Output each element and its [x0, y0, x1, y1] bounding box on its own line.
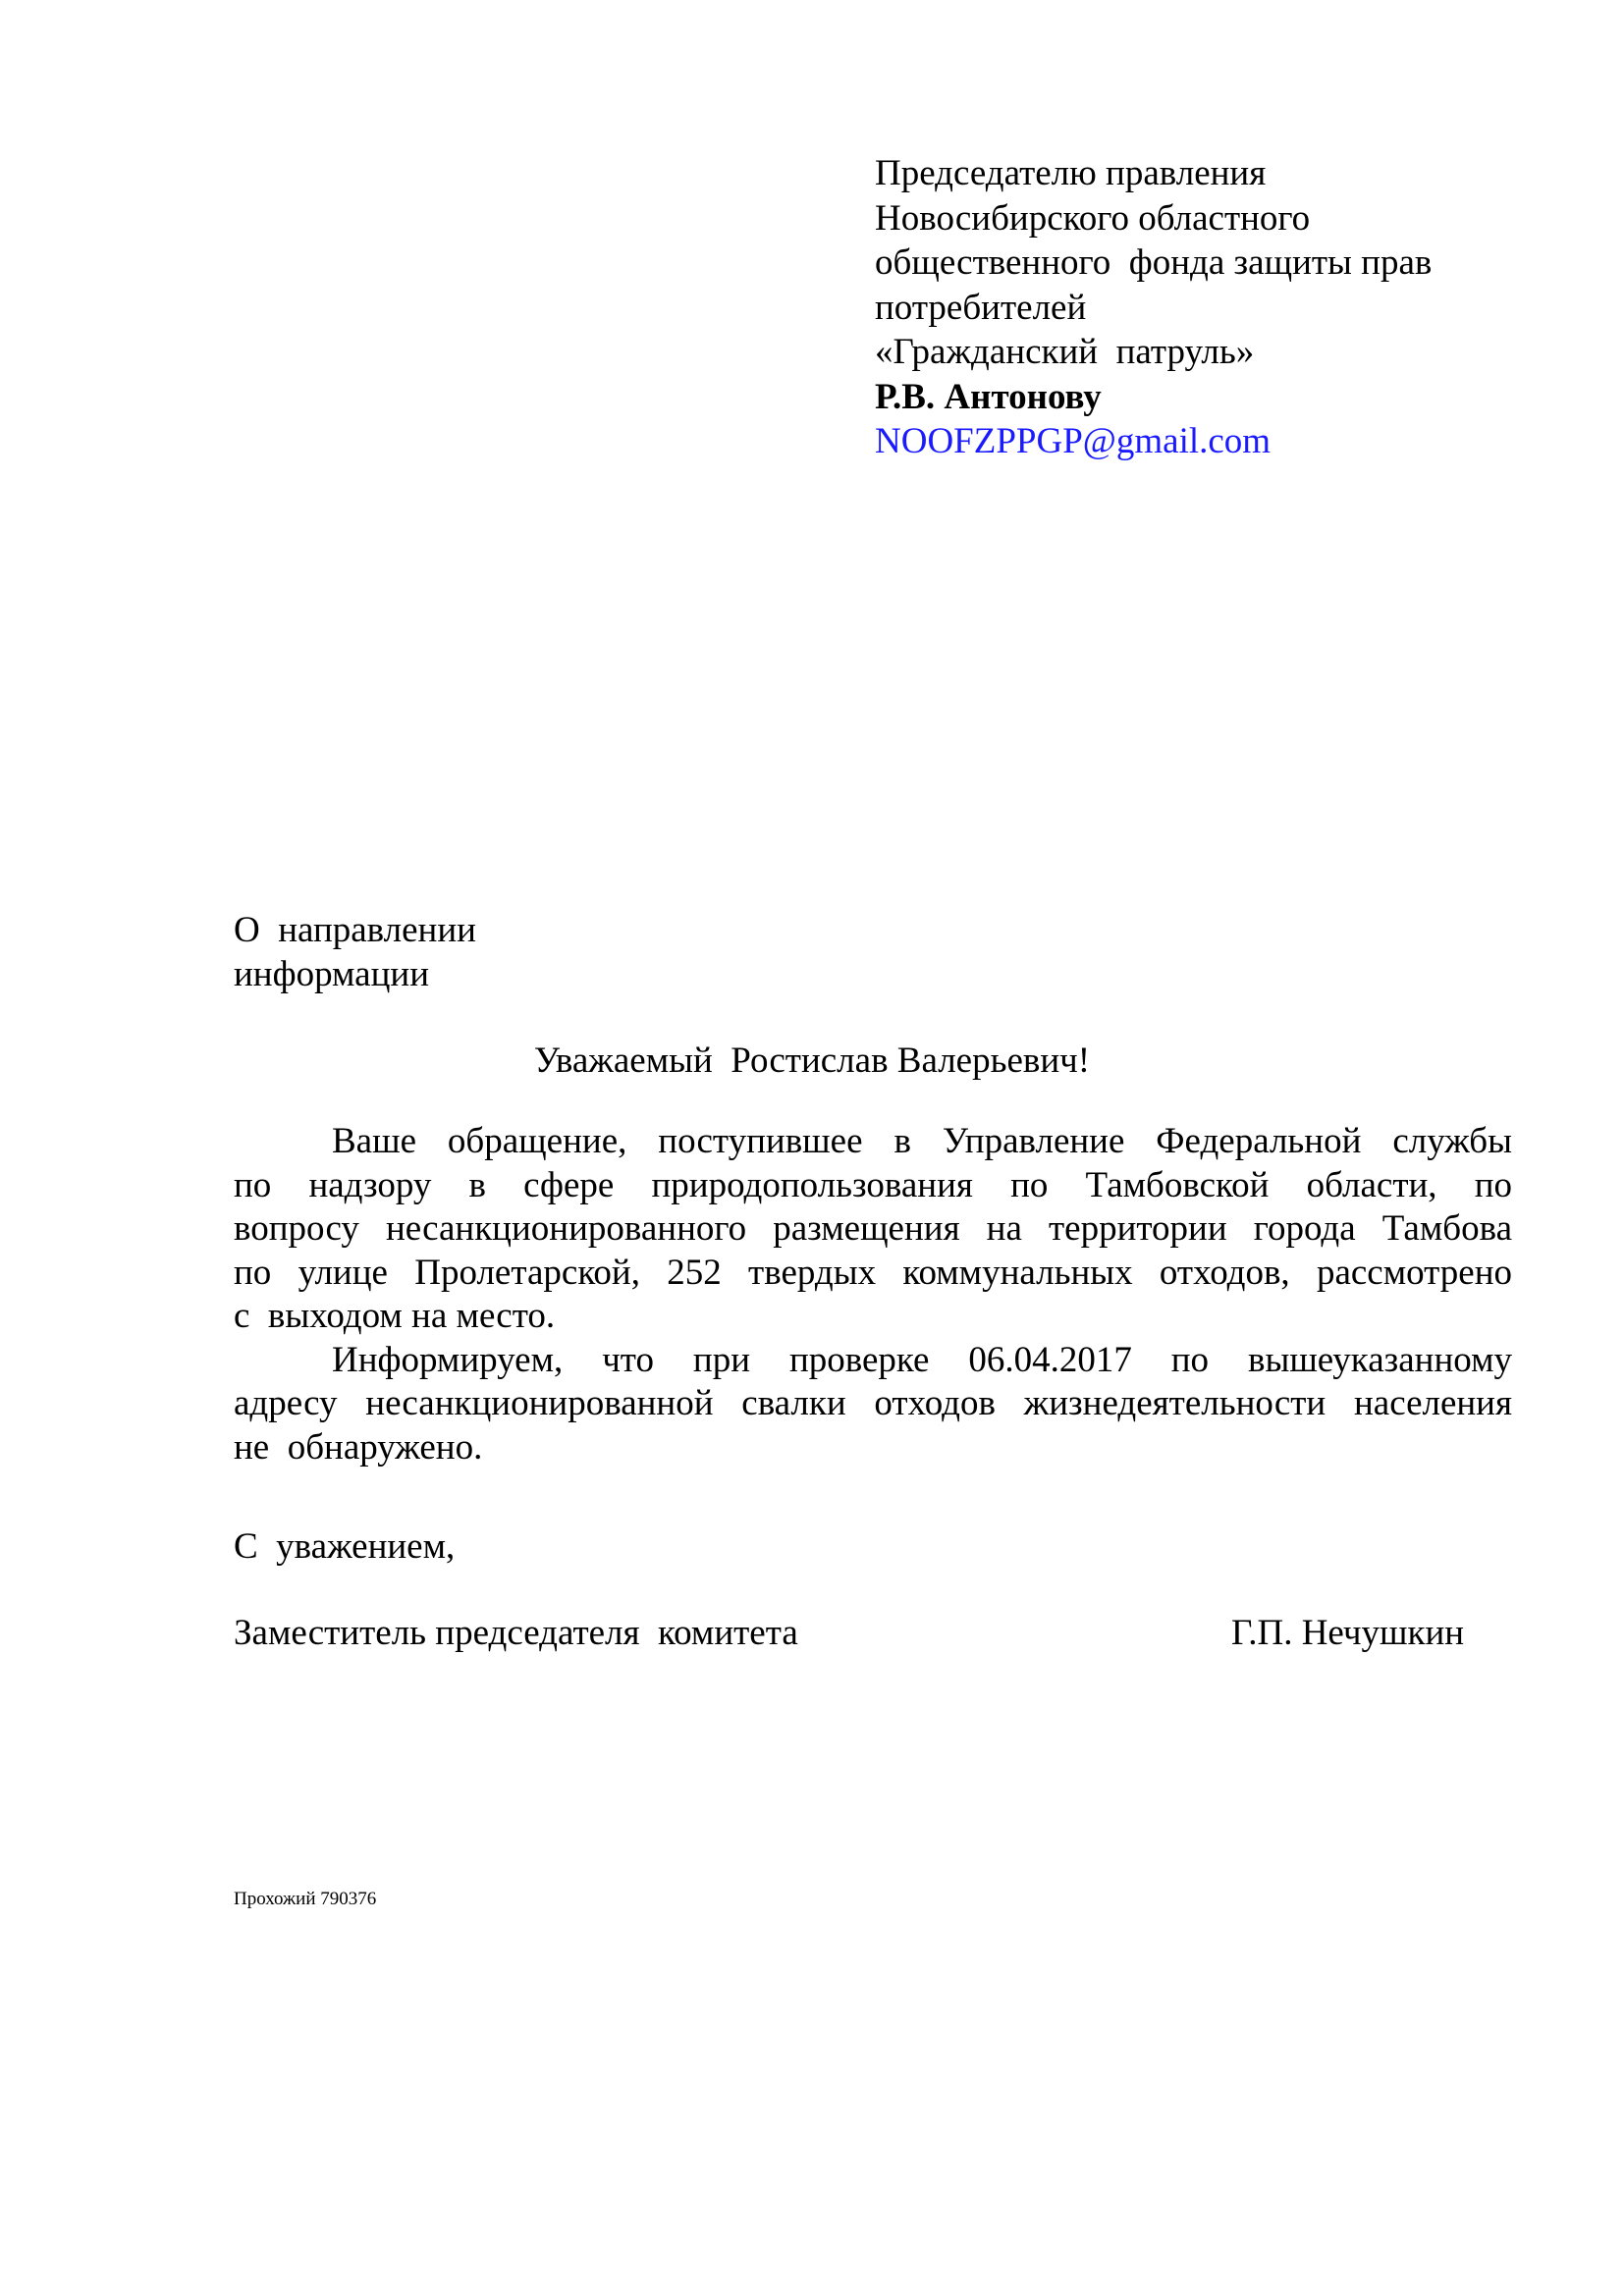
body-line: Ваше обращение, поступившее в Управление Федеральной службы — [332, 1121, 1512, 1161]
addressee-block — [875, 151, 1562, 464]
body-line: по надзору в сфере природопользования по Тамбовской области, по — [234, 1164, 1512, 1205]
signer-name: Г.П. Нечушкин — [1231, 1613, 1465, 1653]
addressee-line: «Гражданский патруль» — [875, 332, 1255, 372]
subject-line: О направлении — [234, 910, 476, 950]
letter-body — [234, 1120, 1512, 1469]
signer-position: Заместитель председателя комитета — [234, 1613, 798, 1653]
body-line: не обнаружено. — [234, 1426, 483, 1468]
body-line: адресу несанкционированной свалки отходов жизнедеятельности населения — [234, 1383, 1512, 1423]
body-line: вопросу несанкционированного размещения на территории города Тамбова — [234, 1208, 1512, 1249]
addressee-line: общественного фонда защиты прав — [875, 242, 1433, 283]
addressee-line: Новосибирского областного — [875, 197, 1311, 239]
footer-note: Прохожий 790376 — [234, 1889, 377, 1909]
subject-block — [234, 908, 476, 996]
body-line: Информируем, что при проверке 06.04.2017 по вышеуказанному — [332, 1339, 1512, 1380]
salutation: Уважаемый Ростислав Валерьевич! — [533, 1041, 1091, 1081]
addressee-line: Председателю правления — [875, 153, 1267, 193]
body-line: по улице Пролетарской, 252 твердых коммунальных отходов, рассмотрено — [234, 1252, 1512, 1293]
addressee-email-link[interactable]: NOOFZPPGP@gmail.com — [875, 421, 1272, 461]
closing-phrase: С уважением, — [234, 1526, 456, 1567]
addressee-line: потребителей — [875, 287, 1087, 328]
body-line: с выходом на место. — [234, 1296, 556, 1336]
addressee-name: Р.В. Антонову — [875, 376, 1102, 417]
subject-line: информации — [234, 954, 430, 994]
